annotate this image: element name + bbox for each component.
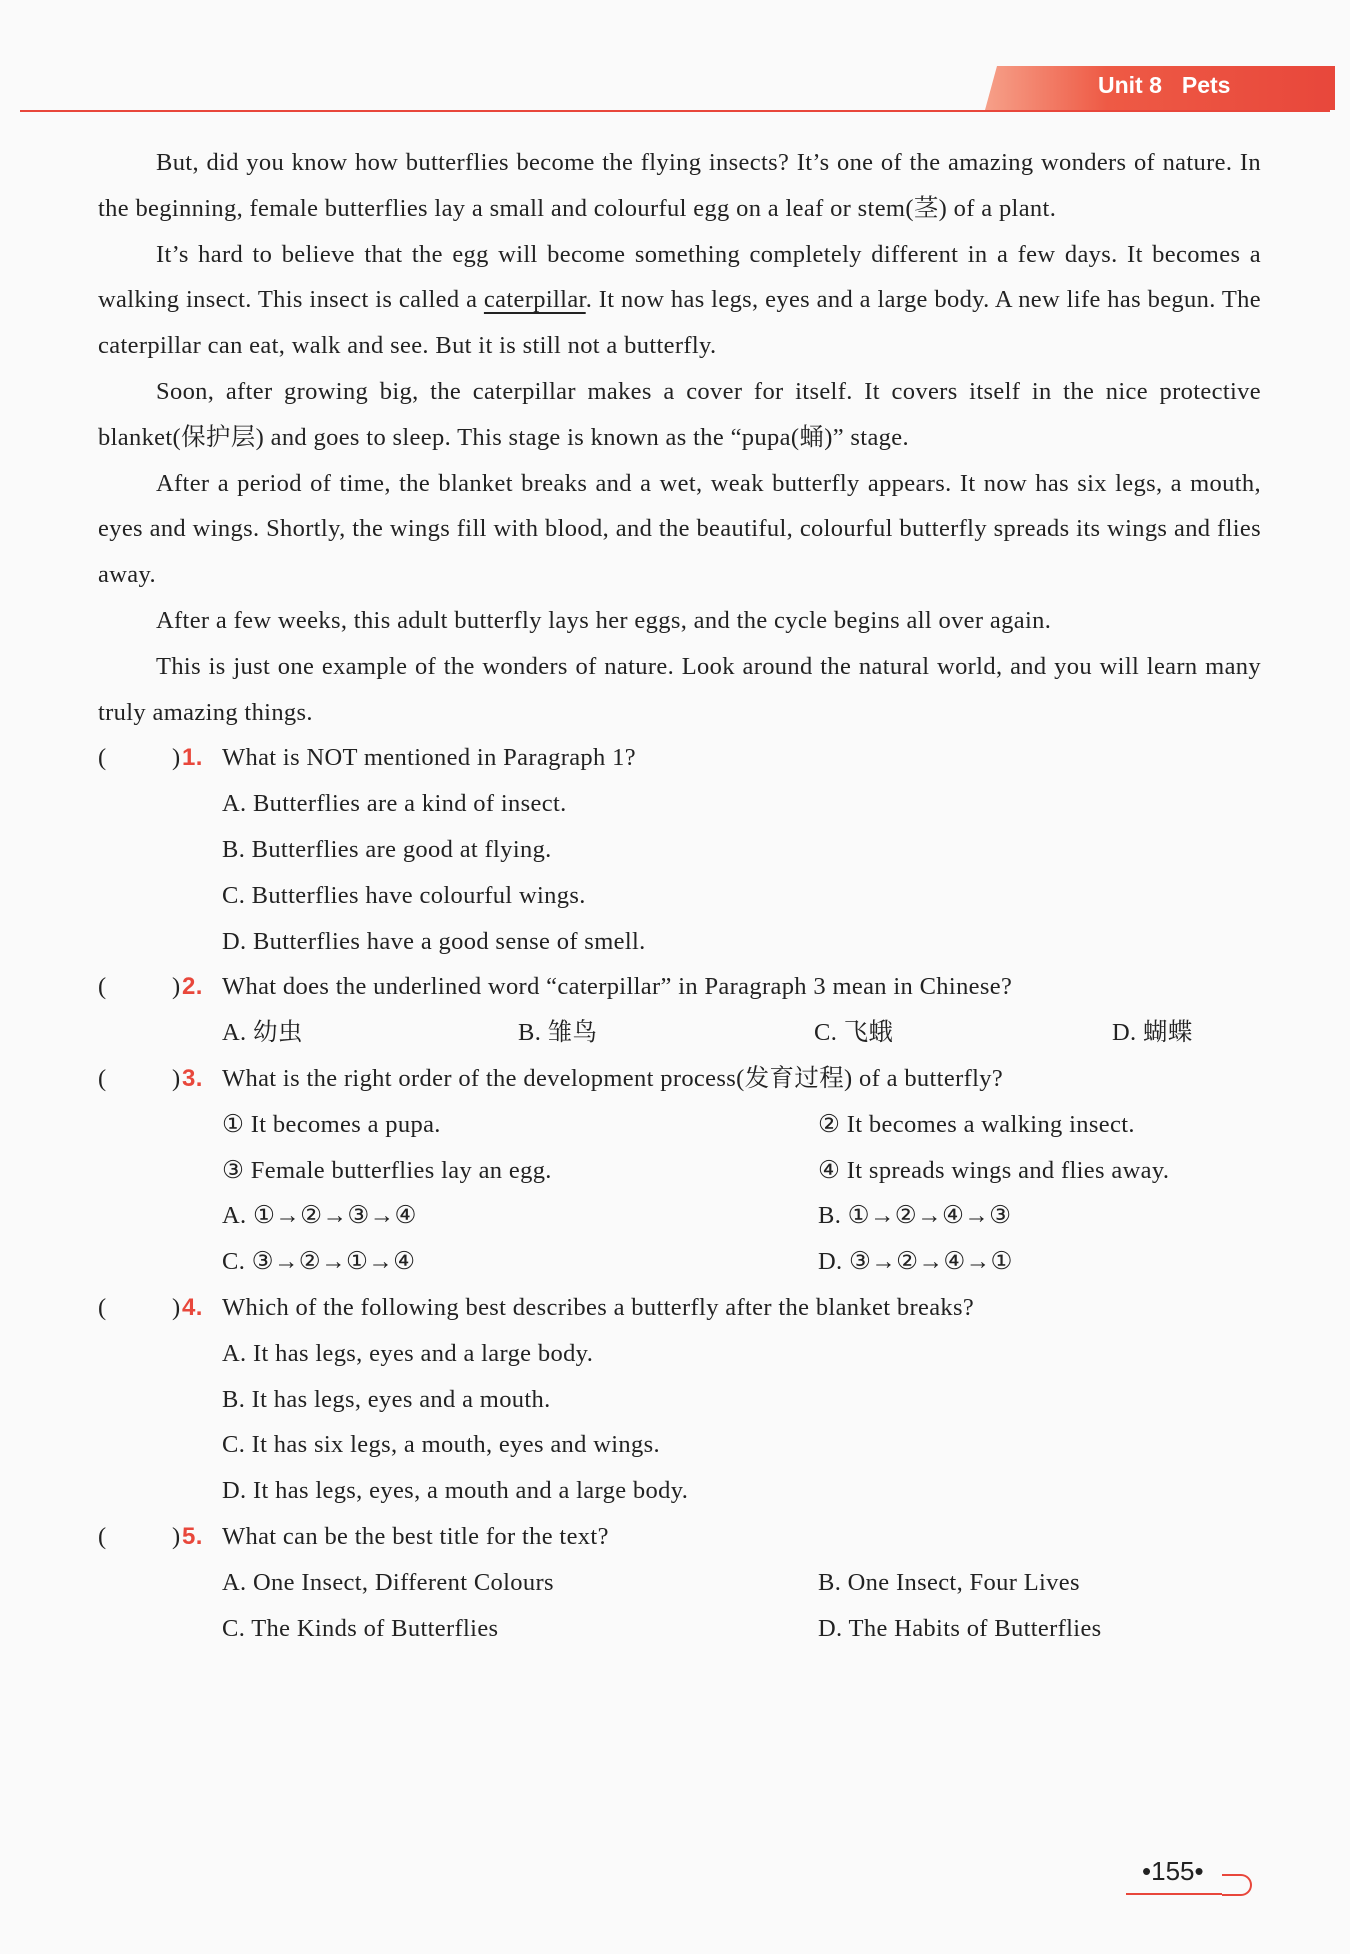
page-number-rule bbox=[1126, 1893, 1222, 1895]
paragraph-4: After a period of time, the blanket breaks and a wet, weak butterfly appears. It now has six legs, a mouth, eyes and wings. Shortly, the wings fill with blood, and the beautiful, colourful butterfly spreads its wings and flies away. bbox=[98, 469, 1261, 589]
answer-blank-close: ) bbox=[172, 1064, 181, 1092]
option-d: D. 蝴蝶 bbox=[1112, 1019, 1193, 1047]
paragraph-2-text-a: It’s hard to believe that the egg will become something completely different in a few days. It becomes a walking insect. This insect is called a bbox=[98, 240, 1261, 314]
paragraph-2-text-b: . It now has legs, eyes and a large body. A new life has begun. The caterpillar can eat, walk and see. But it is still not a butterfly. bbox=[98, 286, 1261, 360]
page-number: •155• bbox=[1142, 1856, 1204, 1886]
paragraph-2 bbox=[98, 232, 1261, 369]
page-number-hook-icon bbox=[1222, 1874, 1252, 1896]
paragraph-1: But, did you know how butterflies become the flying insects? It’s one of the amazing wonders of nature. In the beginning, female butterflies lay a small and colourful egg on a leaf or stem(茎) of a plant. bbox=[98, 149, 1261, 222]
answer-blank-close: ) bbox=[172, 744, 181, 772]
paragraph-5: After a few weeks, this adult butterfly lays her eggs, and the cycle begins all over again. bbox=[156, 606, 1052, 634]
option-c: C. 飞蛾 bbox=[814, 1019, 894, 1047]
option-b: B. Butterflies are good at flying. bbox=[222, 835, 552, 863]
question-text: What is the right order of the development process(发育过程) of a butterfly? bbox=[222, 1064, 1004, 1092]
option-a: A. ①→②→③→④ bbox=[222, 1202, 417, 1230]
question-text: What can be the best title for the text? bbox=[222, 1522, 609, 1550]
step-1: ① It becomes a pupa. bbox=[222, 1110, 441, 1138]
header-topic: Pets bbox=[1181, 72, 1231, 98]
underlined-word: caterpillar bbox=[483, 286, 586, 314]
content-area bbox=[98, 140, 1261, 1651]
answer-blank-open[interactable]: ( bbox=[98, 973, 107, 1001]
question-2 bbox=[98, 964, 1261, 1056]
option-b: B. One Insect, Four Lives bbox=[818, 1568, 1080, 1596]
step-3: ③ Female butterflies lay an egg. bbox=[222, 1156, 552, 1184]
answer-blank-close: ) bbox=[172, 1522, 181, 1550]
question-text: What does the underlined word “caterpillar” in Paragraph 3 mean in Chinese? bbox=[222, 973, 1013, 1001]
option-a: A. One Insect, Different Colours bbox=[222, 1568, 554, 1596]
option-c: C. It has six legs, a mouth, eyes and wings. bbox=[222, 1431, 660, 1459]
option-d: D. Butterflies have a good sense of smell. bbox=[222, 927, 646, 955]
header-rule bbox=[20, 110, 1330, 112]
paragraph-3: Soon, after growing big, the caterpillar makes a cover for itself. It covers itself in the nice protective blanket(保护层) and goes to sleep. This stage is known as the “pupa(蛹)” stage. bbox=[98, 377, 1261, 451]
header-title bbox=[1098, 72, 1250, 99]
option-a: A. It has legs, eyes and a large body. bbox=[222, 1339, 594, 1367]
question-number: 1. bbox=[182, 744, 203, 772]
answer-blank-close: ) bbox=[172, 1293, 181, 1321]
option-d: D. It has legs, eyes, a mouth and a large body. bbox=[222, 1477, 689, 1505]
question-3 bbox=[98, 1056, 1261, 1285]
option-d: D. ③→②→④→① bbox=[818, 1248, 1013, 1276]
option-c: C. The Kinds of Butterflies bbox=[222, 1614, 499, 1642]
option-c: C. ③→②→①→④ bbox=[222, 1248, 416, 1276]
step-4: ④ It spreads wings and flies away. bbox=[818, 1156, 1170, 1184]
answer-blank-open[interactable]: ( bbox=[98, 1293, 107, 1321]
question-text: Which of the following best describes a butterfly after the blanket breaks? bbox=[222, 1293, 975, 1321]
answer-blank-open[interactable]: ( bbox=[98, 744, 107, 772]
question-number: 5. bbox=[182, 1522, 203, 1550]
option-a: A. Butterflies are a kind of insect. bbox=[222, 790, 567, 818]
question-5 bbox=[98, 1514, 1261, 1651]
header-unit: Unit 8 bbox=[1098, 72, 1162, 98]
option-b: B. 雏鸟 bbox=[518, 1019, 598, 1047]
option-b: B. It has legs, eyes and a mouth. bbox=[222, 1385, 551, 1413]
option-b: B. ①→②→④→③ bbox=[818, 1202, 1012, 1230]
paragraph-6: This is just one example of the wonders of nature. Look around the natural world, and you will learn many truly amazing things. bbox=[98, 652, 1261, 726]
answer-blank-open[interactable]: ( bbox=[98, 1064, 107, 1092]
option-a: A. 幼虫 bbox=[222, 1019, 303, 1047]
question-number: 3. bbox=[182, 1064, 203, 1092]
option-c: C. Butterflies have colourful wings. bbox=[222, 881, 586, 909]
answer-blank-open[interactable]: ( bbox=[98, 1522, 107, 1550]
question-1 bbox=[98, 735, 1261, 964]
question-text: What is NOT mentioned in Paragraph 1? bbox=[222, 744, 636, 772]
question-number: 2. bbox=[182, 973, 203, 1001]
question-number: 4. bbox=[182, 1293, 203, 1321]
question-4 bbox=[98, 1285, 1261, 1514]
answer-blank-close: ) bbox=[172, 973, 181, 1001]
option-d: D. The Habits of Butterflies bbox=[818, 1614, 1102, 1642]
step-2: ② It becomes a walking insect. bbox=[818, 1110, 1135, 1138]
